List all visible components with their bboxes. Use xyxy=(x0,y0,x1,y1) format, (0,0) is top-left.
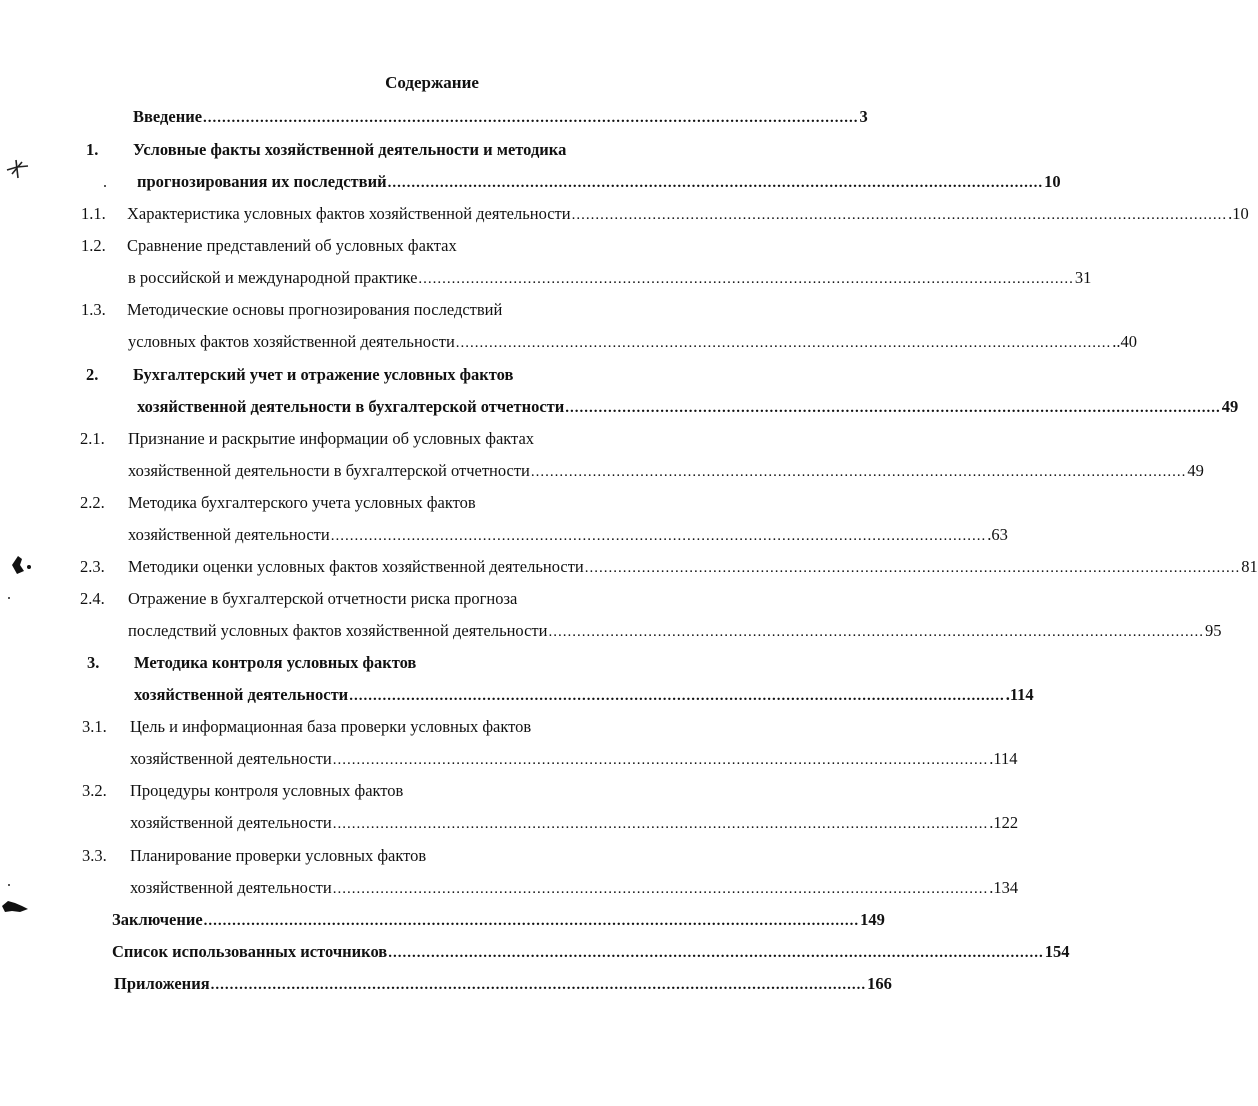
section-title: Характеристика условных фактов хозяйственной деятельности xyxy=(127,204,571,223)
toc-section-continuation xyxy=(0,329,1138,355)
chapter-number: 2. xyxy=(86,365,99,384)
toc-entry-label: Приложения xyxy=(114,974,210,993)
leader-dots: .......................................................................................................................................... xyxy=(332,752,989,768)
leader-dots: .......................................................................................................................................... xyxy=(332,881,989,897)
toc-page-number: .134 xyxy=(989,878,1019,897)
toc-section xyxy=(0,426,800,452)
leader-dots: .......................................................................................................................................... xyxy=(548,624,1204,640)
toc-section-continuation xyxy=(0,265,1092,291)
toc-chapter xyxy=(0,137,800,163)
toc-section xyxy=(0,714,800,740)
toc-page-number: 166 xyxy=(867,974,892,993)
section-number: 3.1. xyxy=(82,717,107,736)
toc-section xyxy=(0,554,1258,580)
section-number: 2.2. xyxy=(80,493,105,512)
leader-dots: .......................................................................................................................................... xyxy=(530,464,1187,480)
toc-page-number: 81 xyxy=(1241,557,1258,576)
leader-dots: .......................................................................................................................................... xyxy=(455,335,1112,351)
leader-dots: .......................................................................................................................................... xyxy=(388,945,1044,961)
section-title-continuation: условных фактов хозяйственной деятельности xyxy=(128,332,455,351)
section-title-continuation: хозяйственной деятельности xyxy=(130,813,332,832)
toc-entry-appendices xyxy=(0,971,892,997)
toc-chapter-continuation xyxy=(0,169,1061,195)
toc-entry-label: Заключение xyxy=(112,910,203,929)
leader-dots: .......................................................................................................................................... xyxy=(203,913,860,929)
toc-page-number: .63 xyxy=(987,525,1008,544)
leader-dots: .......................................................................................................................................... xyxy=(418,271,1074,287)
section-title-continuation: последствий условных фактов хозяйственной деятельности xyxy=(128,621,548,640)
section-title-continuation: хозяйственной деятельности xyxy=(130,878,332,897)
toc-chapter xyxy=(0,362,800,388)
toc-entry-intro xyxy=(0,104,868,130)
toc-page-number: 49 xyxy=(1187,461,1204,480)
toc-section-continuation xyxy=(0,746,1018,772)
section-title: Признание и раскрытие информации об условных фактах xyxy=(128,429,535,448)
section-title-continuation: хозяйственной деятельности xyxy=(128,525,330,544)
chapter-title: Методика контроля условных фактов xyxy=(134,653,417,672)
toc-chapter xyxy=(0,650,800,676)
toc-page-number: 31 xyxy=(1074,268,1092,287)
section-number: 1.3. xyxy=(81,300,106,319)
leader-dots: .......................................................................................................................................... xyxy=(571,207,1228,223)
toc-section xyxy=(0,843,800,869)
leader-dots: .......................................................................................................................................... xyxy=(203,110,859,126)
section-number: 2.4. xyxy=(80,589,105,608)
scan-speck-dot xyxy=(8,884,10,886)
toc-chapter-continuation xyxy=(0,682,1034,708)
section-title: Отражение в бухгалтерской отчетности риска прогноза xyxy=(128,589,518,608)
toc-entry-conclusion xyxy=(0,907,885,933)
toc-page-number: 95 xyxy=(1204,621,1222,640)
section-title-continuation: в российской и международной практике xyxy=(128,268,418,287)
scan-speck-mark xyxy=(4,156,32,182)
toc-chapter-continuation xyxy=(0,394,1239,420)
toc-page-number: 154 xyxy=(1044,942,1070,961)
scan-speck-dot xyxy=(8,597,10,599)
section-number: 3.2. xyxy=(82,781,107,800)
chapter-title-continuation: прогнозирования их последствий xyxy=(137,172,387,191)
section-title-continuation: хозяйственной деятельности в бухгалтерской отчетности xyxy=(128,461,530,480)
leader-dots: .......................................................................................................................................... xyxy=(330,528,987,544)
chapter-title: Условные факты хозяйственной деятельности и методика xyxy=(133,140,567,159)
section-number: 1.2. xyxy=(81,236,106,255)
leader-dots: .......................................................................................................................................... xyxy=(584,560,1241,576)
scan-speck-dot xyxy=(104,185,106,187)
toc-page-number: 3 xyxy=(859,107,868,126)
section-number: 3.3. xyxy=(82,846,107,865)
section-title: Цель и информационная база проверки условных фактов xyxy=(130,717,532,736)
section-title: Сравнение представлений об условных фактах xyxy=(127,236,457,255)
section-title: Методика бухгалтерского учета условных фактов xyxy=(128,493,476,512)
toc-section xyxy=(0,586,800,612)
chapter-title: Бухгалтерский учет и отражение условных фактов xyxy=(133,365,514,384)
leader-dots: .......................................................................................................................................... xyxy=(387,175,1044,191)
toc-section xyxy=(0,201,1249,227)
toc-page-number: 10 xyxy=(1044,172,1061,191)
page-title: Содержание xyxy=(385,73,479,92)
toc-page-number: .122 xyxy=(989,813,1019,832)
scan-speck-blot-2 xyxy=(0,896,32,920)
leader-dots: .......................................................................................................................................... xyxy=(349,688,1005,704)
section-title: Процедуры контроля условных фактов xyxy=(130,781,404,800)
section-number: 2.1. xyxy=(80,429,105,448)
toc-section xyxy=(0,490,800,516)
section-title: Планирование проверки условных фактов xyxy=(130,846,427,865)
scan-speck-blot xyxy=(8,553,34,577)
toc-page-number: .10 xyxy=(1228,204,1249,223)
toc-section-continuation xyxy=(0,618,1222,644)
toc-section-continuation xyxy=(0,810,1019,836)
toc-section-continuation xyxy=(0,522,1008,548)
section-number: 2.3. xyxy=(80,557,105,576)
section-title: Методики оценки условных фактов хозяйственной деятельности xyxy=(128,557,584,576)
toc-page-number: .114 xyxy=(989,749,1018,768)
toc-page-number: 49 xyxy=(1221,397,1239,416)
section-number: 1.1. xyxy=(81,204,106,223)
chapter-number: 3. xyxy=(87,653,100,672)
section-title: Методические основы прогнозирования последствий xyxy=(127,300,503,319)
section-title-continuation: хозяйственной деятельности xyxy=(130,749,332,768)
toc-section-continuation xyxy=(0,458,1204,484)
chapter-title-continuation: хозяйственной деятельности xyxy=(134,685,349,704)
chapter-number: 1. xyxy=(86,140,99,159)
toc-section xyxy=(0,233,800,259)
chapter-title-continuation: хозяйственной деятельности в бухгалтерской отчетности xyxy=(137,397,565,416)
toc-entry-label: Список использованных источников xyxy=(112,942,388,961)
toc-section xyxy=(0,297,800,323)
leader-dots: .......................................................................................................................................... xyxy=(210,977,867,993)
toc-section-continuation xyxy=(0,875,1019,901)
toc-section xyxy=(0,778,800,804)
toc-page-number: .114 xyxy=(1005,685,1034,704)
toc-entry-references xyxy=(0,939,1070,965)
leader-dots: .......................................................................................................................................... xyxy=(332,816,989,832)
toc-entry-label: Введение xyxy=(133,107,203,126)
toc-page-number: 149 xyxy=(860,910,885,929)
toc-page-number: ..40 xyxy=(1112,332,1138,351)
leader-dots: .......................................................................................................................................... xyxy=(565,400,1221,416)
